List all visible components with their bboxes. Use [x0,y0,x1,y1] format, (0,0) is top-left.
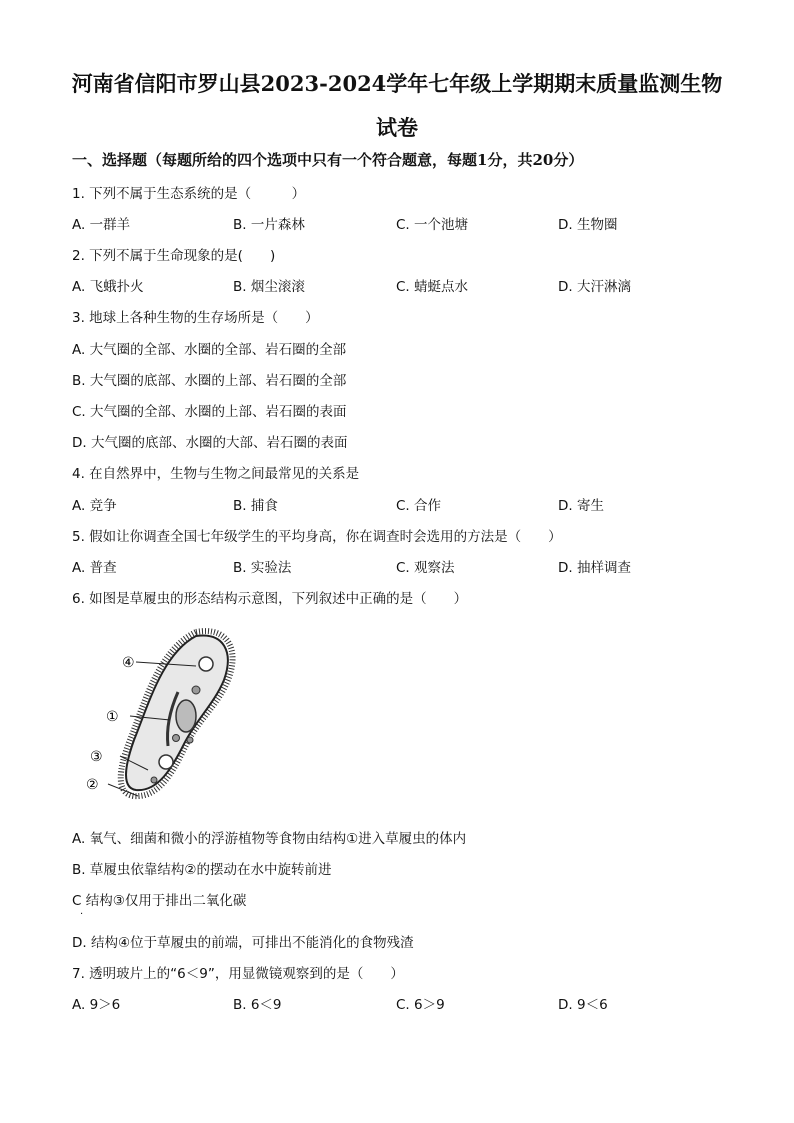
paramecium-body [121,631,233,796]
stray-mark: . [80,906,84,917]
figure-label-2: ② [86,777,99,793]
question-4-stem: 4. 在自然界中，生物与生物之间最常见的关系是 [72,466,360,482]
question-1-stem: 1. 下列不属于生态系统的是（ ） [72,186,306,202]
question-1-option-c: C. 一个池塘 [396,217,469,233]
question-1-option-a: A. 一群羊 [72,217,131,233]
question-4-option-d: D. 寄生 [558,498,604,514]
question-6-option-b: B. 草履虫依靠结构②的摆动在水中旋转前进 [72,862,332,878]
question-6-option-d: D. 结构④位于草履虫的前端，可排出不能消化的食物残渣 [72,935,414,951]
figure-label-4: ④ [122,655,135,671]
question-2-option-b: B. 烟尘滚滚 [233,279,305,295]
question-3-stem: 3. 地球上各种生物的生存场所是（ ） [72,310,319,326]
page-title-continued: 试卷 [376,115,418,140]
question-6-option-a: A. 氧气、细菌和微小的浮游植物等食物由结构①进入草履虫的体内 [72,831,467,847]
figure-label-3: ③ [90,749,103,765]
question-5-option-b: B. 实验法 [233,560,292,576]
question-1-option-b: B. 一片森林 [233,217,305,233]
question-5-option-c: C. 观察法 [396,560,455,576]
question-4-option-b: B. 捕食 [233,498,278,514]
paramecium-diagram [78,620,258,810]
question-5-option-a: A. 普查 [72,560,117,576]
question-6-option-c: C 结构③仅用于排出二氧化碳 [72,893,247,909]
question-4-option-c: C. 合作 [396,498,442,514]
question-2-option-c: C. 蜻蜓点水 [396,279,469,295]
question-3-option-b: B. 大气圈的底部、水圈的上部、岩石圈的全部 [72,373,347,389]
question-7-option-c: C. 6＞9 [396,997,445,1013]
question-4-option-a: A. 竞争 [72,498,117,514]
question-1-option-d: D. 生物圈 [558,217,618,233]
question-6-stem: 6. 如图是草履虫的形态结构示意图，下列叙述中正确的是（ ） [72,591,468,607]
figure-label-1: ① [106,709,119,725]
question-2-stem: 2. 下列不属于生命现象的是( ) [72,248,276,264]
question-5-stem: 5. 假如让你调查全国七年级学生的平均身高，你在调查时会选用的方法是（ ） [72,529,562,545]
page-title: 河南省信阳市罗山县2023-2024学年七年级上学期期末质量监测生物 [71,71,723,96]
question-7-option-b: B. 6＜9 [233,997,282,1013]
question-7-option-d: D. 9＜6 [558,997,608,1013]
paramecium-figure [78,620,258,810]
question-7-option-a: A. 9＞6 [72,997,121,1013]
question-3-option-a: A. 大气圈的全部、水圈的全部、岩石圈的全部 [72,342,347,358]
question-5-option-d: D. 抽样调查 [558,560,631,576]
section-heading: 一、选择题（每题所给的四个选项中只有一个符合题意，每题1分，共20分） [72,151,584,169]
question-3-option-d: D. 大气圈的底部、水圈的大部、岩石圈的表面 [72,435,348,451]
question-3-option-c: C. 大气圈的全部、水圈的上部、岩石圈的表面 [72,404,347,420]
question-2-option-a: A. 飞蛾扑火 [72,279,144,295]
question-2-option-d: D. 大汗淋漓 [558,279,631,295]
question-7-stem: 7. 透明玻片上的“6＜9”，用显微镜观察到的是（ ） [72,966,404,982]
